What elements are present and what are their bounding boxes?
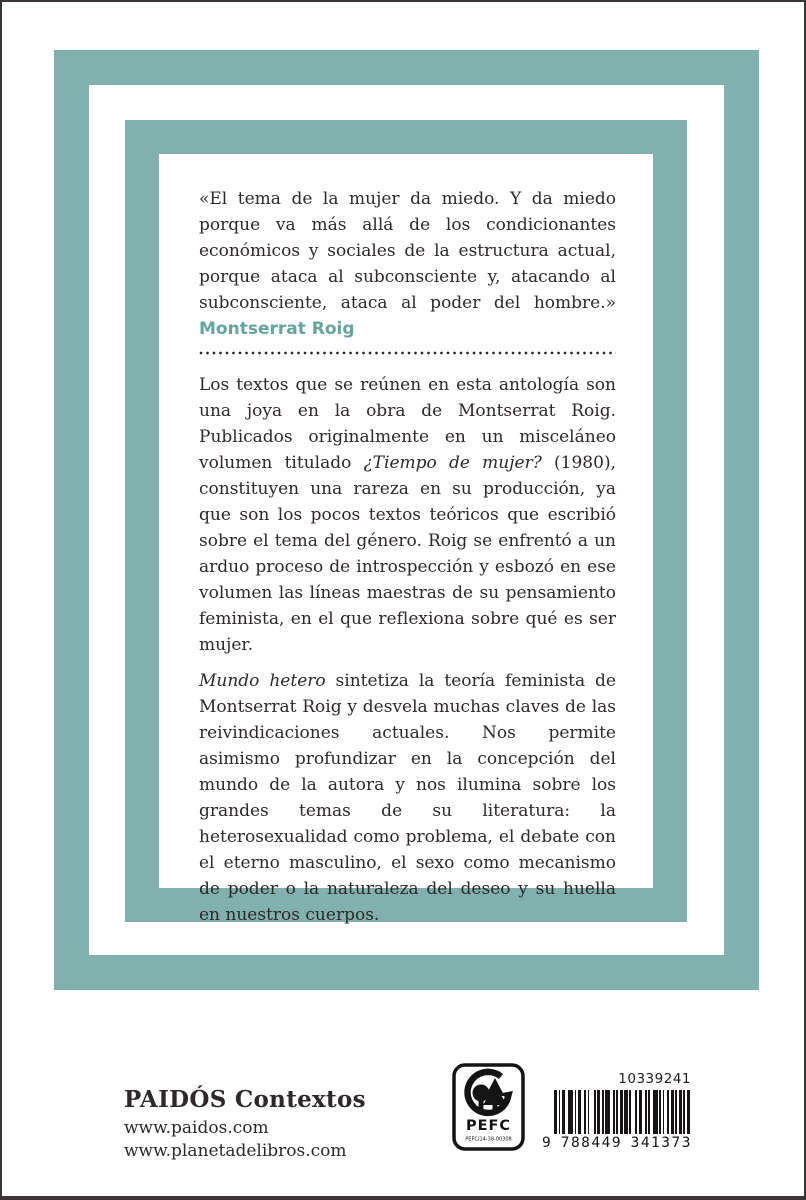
book-title-segment: ¿Tiempo de mujer? [363,453,542,473]
product-code: 10339241 [618,1071,691,1087]
cover-text-block [199,186,616,938]
pefc-code: PEFC/14-38-00308 [465,1136,512,1143]
dotted-separator [199,351,616,355]
body-paragraph [199,372,616,658]
isbn-group-2: 341373 [630,1135,692,1151]
publisher-url: www.paidos.com [124,1118,269,1138]
isbn-digits [542,1135,692,1151]
body-paragraph [199,668,616,928]
pefc-round-tree-trunk [479,1097,484,1109]
imprint-name: PAIDÓS Contextos [124,1086,366,1113]
quote-attribution: Montserrat Roig [199,319,355,339]
text-segment: Los textos que se reúnen en esta antología son una joya en la obra de Montserrat Roig. Publicados originalmente en un misceláneo volumen titulado [199,375,616,473]
pefc-certification-logo [452,1063,525,1151]
isbn-group-1: 788449 [560,1135,623,1151]
pefc-pine-tree-trunk [493,1105,498,1110]
quote-text: «El tema de la mujer da miedo. Y da miedo porque va más allá de los condicionantes económicos y sociales de la estructura actual, porque ataca al subconsciente y, atacando al subconsciente, ataca al poder del hombre.» [199,189,616,313]
pull-quote [199,186,616,342]
text-segment: (1980), constituyen una rareza en su producción, ya que son los pocos textos teóricos que escribió sobre el tema del género. Roig se enfrentó a un arduo proceso de introspección y esbozó en ese volumen las líneas maestras de su pensamiento feminista, en el que reflexiona sobre qué es ser mujer. [199,453,616,655]
publisher-imprint-block [124,1086,454,1163]
pefc-logo-icon [452,1063,525,1151]
book-title-segment: Mundo hetero [199,671,326,691]
pefc-label: PEFC [465,1118,512,1134]
text-segment: sintetiza la teoría feminista de Montserrat Roig y desvela muchas claves de las reivindicaciones actuales. Nos permite asimismo profundizar en la concepción del mundo de la autora y nos ilumina sobre los grandes temas de su literatura: la heterosexualidad como problema, el debate con el eterno masculino, el sexo como mecanismo de poder o la naturaleza del deseo y su huella en nuestros cuerpos. [199,671,616,925]
synopsis-paragraphs [199,372,616,928]
isbn-check-digit: 9 [542,1135,553,1151]
ean-barcode-block [542,1071,692,1151]
barcode-bar [687,1090,690,1134]
publisher-group-url: www.planetadelibros.com [124,1141,347,1161]
barcode-bars [554,1090,690,1134]
